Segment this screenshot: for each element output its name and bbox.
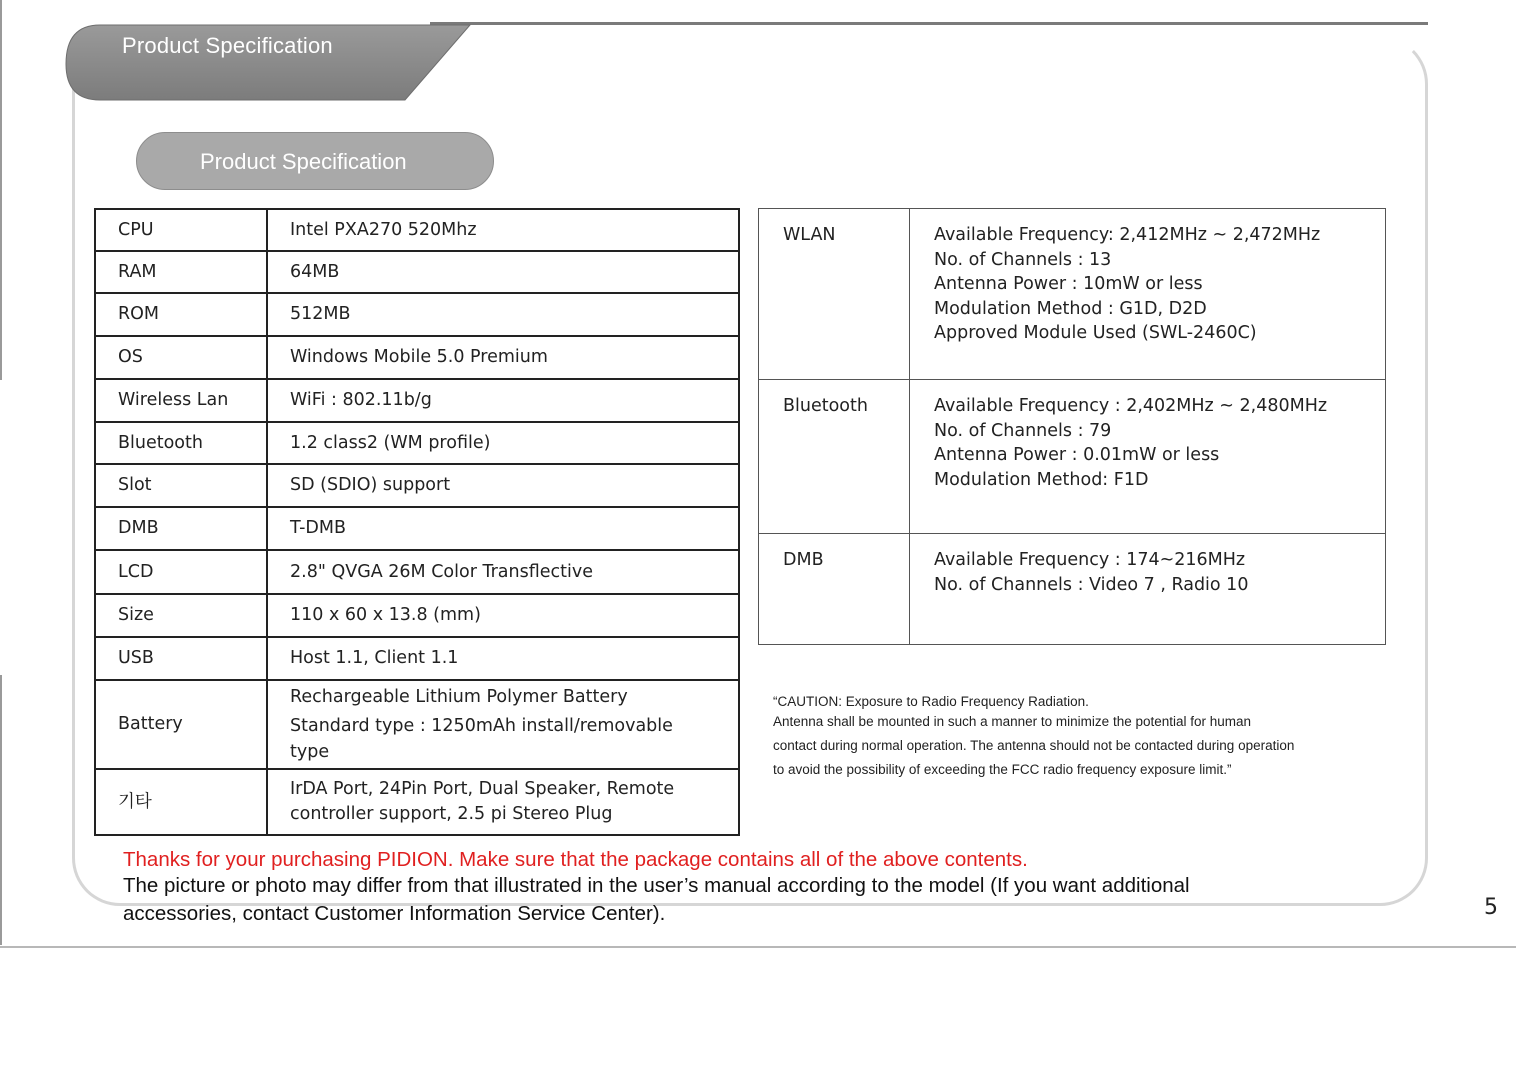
spec-value: Intel PXA270 520Mhz	[267, 209, 739, 251]
table-row	[759, 380, 1386, 534]
spec-table	[94, 208, 740, 836]
radio-spec-table	[758, 208, 1386, 645]
footer-thanks: Thanks for your purchasing PIDION. Make sure that the package contains all of the above contents.	[123, 848, 1028, 871]
footer-disclaimer: The picture or photo may differ from that illustrated in the user’s manual according to the model (If you want additional	[123, 874, 1190, 897]
radio-value-line: Available Frequency : 2,402MHz ~ 2,480MHz	[934, 396, 1328, 416]
spec-value-multiline	[267, 769, 739, 835]
spec-key: RAM	[95, 251, 267, 293]
caution-line: Antenna shall be mounted in such a manner to minimize the potential for human	[773, 714, 1252, 729]
page-number: 5	[1484, 895, 1498, 920]
spec-key: USB	[95, 637, 267, 680]
spec-key: OS	[95, 336, 267, 379]
radio-value-line: No. of Channels : 13	[934, 249, 1112, 270]
table-row	[95, 680, 739, 769]
radio-value-line: Antenna Power : 10mW or less	[934, 274, 1203, 294]
radio-key: DMB	[759, 534, 910, 645]
radio-key: WLAN	[759, 209, 910, 380]
radio-value-line: No. of Channels : 79	[934, 420, 1112, 441]
spec-key: LCD	[95, 550, 267, 594]
spec-key: Battery	[95, 680, 267, 769]
spec-value-line: type	[290, 742, 330, 762]
spec-key: DMB	[95, 507, 267, 550]
radio-value-line: Modulation Method: F1D	[934, 469, 1149, 490]
radio-value-line: Modulation Method : G1D, D2D	[934, 298, 1207, 319]
footer-notice	[123, 846, 1190, 928]
table-row	[95, 251, 739, 293]
table-row	[759, 534, 1386, 645]
radio-value-line: Approved Module Used (SWL-2460C)	[934, 323, 1257, 343]
section-title: Product Specification	[200, 149, 407, 174]
spec-value-line: controller support, 2.5 pi Stereo Plug	[290, 804, 613, 824]
table-row	[95, 637, 739, 680]
radio-value	[910, 380, 1386, 534]
radio-value-line: Antenna Power : 0.01mW or less	[934, 445, 1220, 465]
spec-key: ROM	[95, 293, 267, 336]
spec-value-multiline	[267, 680, 739, 769]
radio-value-line: Available Frequency: 2,412MHz ~ 2,472MHz	[934, 225, 1321, 245]
table-row	[95, 209, 739, 251]
spec-value: 1.2 class2 (WM profile)	[267, 422, 739, 464]
spec-key: CPU	[95, 209, 267, 251]
header-title: Product Specification	[122, 33, 333, 58]
spec-value-line: Rechargeable Lithium Polymer Battery	[290, 687, 628, 707]
spec-value: 110 x 60 x 13.8 (mm)	[267, 594, 739, 637]
table-row	[95, 769, 739, 835]
table-row	[95, 336, 739, 379]
caution-line: contact during normal operation. The antenna should not be contacted during operation	[773, 738, 1295, 753]
caution-line: “CAUTION: Exposure to Radio Frequency Radiation.	[773, 694, 1089, 709]
spec-value: SD (SDIO) support	[267, 464, 739, 507]
spec-value: 512MB	[267, 293, 739, 336]
radio-value	[910, 209, 1386, 380]
spec-key: Size	[95, 594, 267, 637]
spec-value-line: Standard type : 1250mAh install/removable	[290, 716, 673, 736]
spec-value: Windows Mobile 5.0 Premium	[267, 336, 739, 379]
table-row	[95, 293, 739, 336]
radio-value	[910, 534, 1386, 645]
spec-value: WiFi : 802.11b/g	[267, 379, 739, 422]
spec-key: 기타	[95, 769, 267, 835]
footer-disclaimer-cont: accessories, contact Customer Information Service Center).	[123, 902, 666, 925]
spec-value: 2.8" QVGA 26M Color Transflective	[267, 550, 739, 594]
top-rule	[430, 22, 1428, 25]
left-edge-line	[0, 675, 2, 945]
radio-value-line: No. of Channels : Video 7 , Radio 10	[934, 574, 1249, 595]
table-row	[759, 209, 1386, 380]
spec-value: Host 1.1, Client 1.1	[267, 637, 739, 680]
table-row	[95, 379, 739, 422]
caution-line: to avoid the possibility of exceeding the FCC radio frequency exposure limit.”	[773, 762, 1232, 777]
spec-value-line: IrDA Port, 24Pin Port, Dual Speaker, Remote	[290, 779, 675, 799]
spec-value: T-DMB	[267, 507, 739, 550]
caution-notice	[773, 690, 1373, 782]
spec-value: 64MB	[267, 251, 739, 293]
table-row	[95, 422, 739, 464]
table-row	[95, 550, 739, 594]
table-row	[95, 594, 739, 637]
spec-key: Wireless Lan	[95, 379, 267, 422]
table-row	[95, 507, 739, 550]
radio-value-line: Available Frequency : 174~216MHz	[934, 550, 1246, 570]
spec-key: Bluetooth	[95, 422, 267, 464]
radio-key: Bluetooth	[759, 380, 910, 534]
table-row	[95, 464, 739, 507]
spec-key: Slot	[95, 464, 267, 507]
left-edge-line	[0, 0, 2, 380]
